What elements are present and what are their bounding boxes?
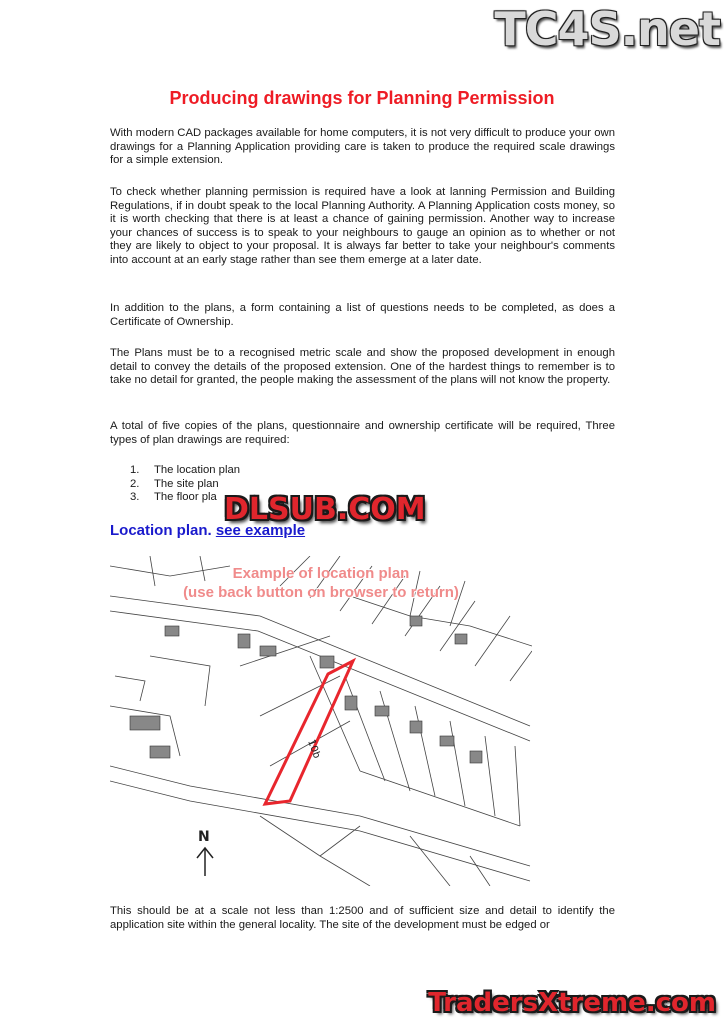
location-plan-heading <box>110 522 305 539</box>
location-plan-map <box>110 556 532 886</box>
scale-paragraph: The Plans must be to a recognised metric scale and show the proposed development in enough detail to convey the details of the proposed extension. One of the hardest things to remember is to take no detail for granted, the people making the assessment of the plans will not know the property. <box>110 347 615 387</box>
see-example-link[interactable]: see example <box>215 522 306 539</box>
location-plan-label: Location plan. <box>110 522 212 539</box>
map-caption: Example of location plan (use back button on browser to return) <box>183 565 459 601</box>
list-item: 3. The floor pla <box>130 491 217 504</box>
copies-paragraph: A total of five copies of the plans, questionnaire and ownership certificate will be required, Three types of plan drawings are required: <box>110 420 615 446</box>
forms-paragraph: In addition to the plans, a form containing a list of questions needs to be completed, as does a Certificate of Ownership. <box>110 302 615 328</box>
north-label: N <box>198 829 210 845</box>
planning-check-paragraph: To check whether planning permission is required have a look at lanning Permission and Building Regulations, if in doubt speak to the local Planning Authority. A Planning Application costs money, so it is worth checking that there is at least a chance of gaining permission. Another way to increase your chances of success is to speak to your neighbours to gauge an opinion as to whether or not they are likely to object to your proposal. It is always far better to take your neighbour's comments into account at an early stage rather than see them emerge at a later date. <box>110 186 615 266</box>
page-title: Producing drawings for Planning Permission <box>169 88 555 108</box>
plot-number-label: 10b <box>305 738 323 760</box>
intro-paragraph: With modern CAD packages available for home computers, it is not very difficult to produce your own drawings for a Planning Application providing care is taken to produce the required scale drawings for a simple extension. <box>110 127 615 167</box>
list-item: 2. The site plan <box>130 477 219 490</box>
tc4s-watermark: TC4S.net <box>494 2 720 56</box>
list-item: 1. The location plan <box>130 464 241 476</box>
tradersxtreme-watermark: TradersXtreme.com <box>428 988 716 1018</box>
location-plan-description: This should be at a scale not less than 1:2500 and of sufficient size and detail to identify the application site within the general locality. The site of the development must be edged or <box>110 905 615 931</box>
dlsub-watermark: DLSUB.COM <box>224 492 426 527</box>
map-drawing <box>110 556 532 886</box>
